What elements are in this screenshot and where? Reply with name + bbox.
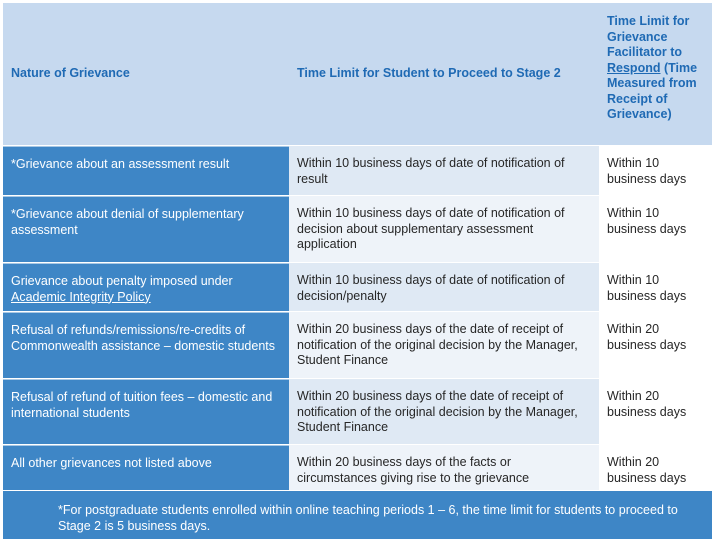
respond-time-limit: Within 20 business days <box>599 445 712 490</box>
table-row <box>3 379 712 445</box>
stage2-time-limit: Within 10 business days of date of notification of result <box>289 146 599 195</box>
stage2-time-limit: Within 10 business days of date of notification of decision about supplementary assessment application <box>289 196 599 262</box>
academic-integrity-policy-link[interactable]: Academic Integrity Policy <box>11 289 151 304</box>
respond-time-limit: Within 20 business days <box>599 379 712 444</box>
respond-time-limit: Within 10 business days <box>599 263 712 311</box>
table-row <box>3 196 712 263</box>
grievance-nature-prefix: Grievance about penalty imposed under <box>11 274 233 288</box>
stage2-time-limit: Within 20 business days of the facts or circumstances giving rise to the grievance <box>289 445 599 490</box>
table-row <box>3 445 712 491</box>
grievance-nature <box>3 263 289 311</box>
stage2-time-limit: Within 20 business days of the date of receipt of notification of the original decision by the Manager, Student Finance <box>289 379 599 444</box>
header-respond-suffix: (Time Measured from Receipt of Grievance) <box>607 60 698 121</box>
stage2-time-limit: Within 10 business days of date of notification of decision/penalty <box>289 263 599 311</box>
table-row <box>3 146 712 196</box>
table-row <box>3 263 712 312</box>
grievance-nature: All other grievances not listed above <box>3 445 289 490</box>
grievance-nature: Refusal of refund of tuition fees – domestic and international students <box>3 379 289 444</box>
grievance-nature: *Grievance about denial of supplementary assessment <box>3 196 289 262</box>
stage2-time-limit: Within 20 business days of the date of receipt of notification of the original decision by the Manager, Student Finance <box>289 312 599 378</box>
header-respond-prefix: Time Limit for Grievance Facilitator to <box>607 14 690 59</box>
header-time-limit-respond <box>599 3 712 145</box>
respond-time-limit: Within 10 business days <box>599 146 712 195</box>
table-header-row <box>3 3 712 146</box>
footnote: *For postgraduate students enrolled within online teaching periods 1 – 6, the time limit for students to proceed to Stage 2 is 5 business days. <box>3 491 712 539</box>
respond-link[interactable]: Respond <box>607 60 661 75</box>
table-row <box>3 312 712 379</box>
grievance-nature: Refusal of refunds/remissions/re-credits of Commonwealth assistance – domestic students <box>3 312 289 378</box>
header-time-limit-stage2: Time Limit for Student to Proceed to Stage 2 <box>289 3 599 145</box>
respond-time-limit: Within 10 business days <box>599 196 712 262</box>
header-nature-of-grievance: Nature of Grievance <box>3 3 289 145</box>
grievance-time-limits-table <box>3 3 712 539</box>
respond-time-limit: Within 20 business days <box>599 312 712 378</box>
grievance-nature: *Grievance about an assessment result <box>3 146 289 195</box>
